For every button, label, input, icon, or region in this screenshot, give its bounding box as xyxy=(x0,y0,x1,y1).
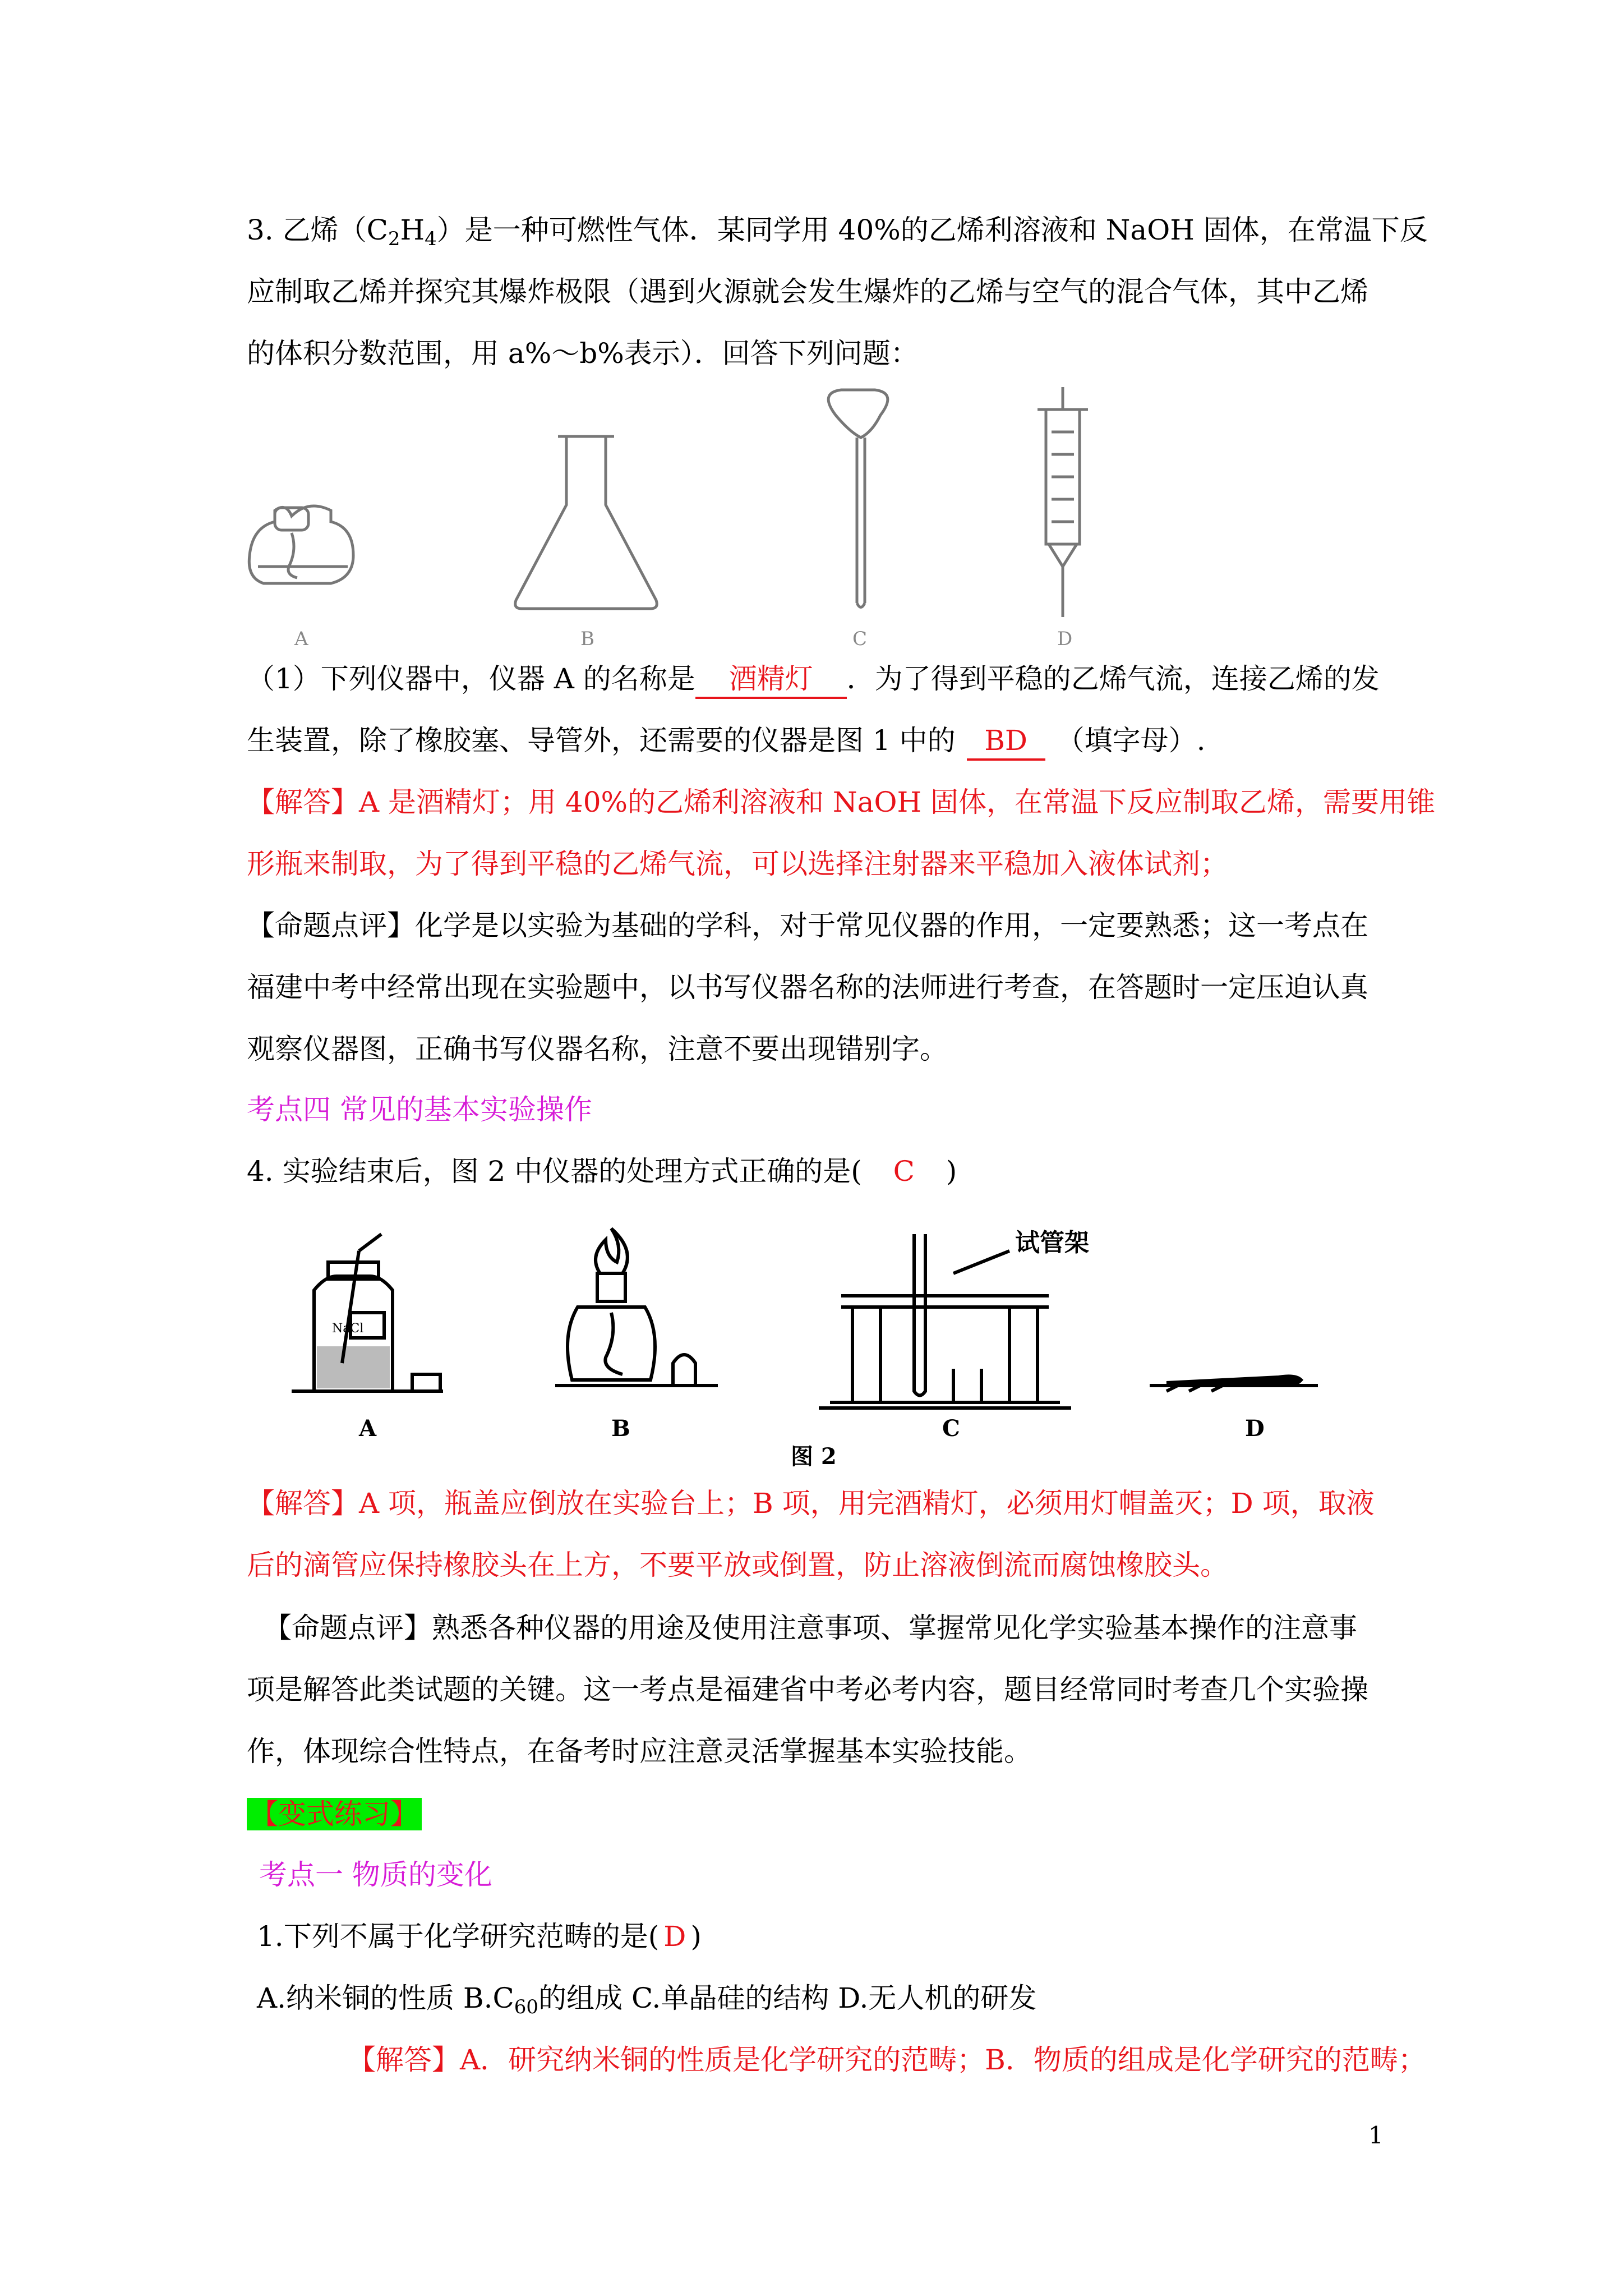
dropper-icon xyxy=(1150,1376,1318,1391)
conical-flask-icon xyxy=(515,436,657,609)
test-tube-rack-icon xyxy=(819,1234,1071,1408)
figure-1-label-c: C xyxy=(852,628,868,650)
q4-ping-line3: 作，体现综合性特点，在备考时应注意灵活掌握基本实验技能。 xyxy=(247,1735,1032,1768)
kaodian-4-heading: 考点四 常见的基本实验操作 xyxy=(247,1093,592,1126)
figure-1-apparatus xyxy=(236,387,1357,651)
q4-stem: 4. 实验结束后，图 2 中仪器的处理方式正确的是( C ) xyxy=(247,1153,957,1189)
q3-jieda-line2: 形瓶来制取，为了得到平稳的乙烯气流，可以选择注射器来平稳加入液体试剂； xyxy=(247,848,1228,880)
alcohol-lamp-icon xyxy=(249,506,353,583)
p1-stem: 1.下列不属于化学研究范畴的是( D ) xyxy=(257,1920,702,1953)
figure-2-label-c: C xyxy=(942,1415,960,1442)
q4-ping-line2: 项是解答此类试题的关键。这一考点是福建省中考必考内容，题目经常同时考查几个实验操 xyxy=(247,1673,1368,1706)
answer-blank-1: 酒精灯 xyxy=(695,661,847,699)
syringe-icon xyxy=(1038,387,1088,617)
figure-2-label-a: A xyxy=(359,1415,377,1442)
rack-label: 试管架 xyxy=(1015,1228,1089,1257)
p1-answer: D xyxy=(663,1920,686,1953)
q3-ping-line2: 福建中考中经常出现在实验题中，以书写仪器名称的法师进行考查，在答题时一定压迫认真 xyxy=(247,971,1368,1004)
figure-1-label-d: D xyxy=(1057,628,1073,650)
q4-answer: C xyxy=(893,1155,915,1188)
figure-1-label-a: A xyxy=(294,628,308,650)
thistle-funnel-icon xyxy=(828,390,888,608)
page-number: 1 xyxy=(1368,2122,1384,2149)
figure-2-label-d: D xyxy=(1245,1415,1265,1442)
figure-2-label-b: B xyxy=(611,1415,630,1442)
kaodian-1-heading: 考点一 物质的变化 xyxy=(259,1858,492,1891)
q3-jieda-line1: 【解答】A 是酒精灯；用 40%的乙烯利溶液和 NaOH 固体，在常温下反应制取乙烯，需要用锥 xyxy=(247,786,1435,818)
q4-jieda-line2: 后的滴管应保持橡胶头在上方，不要平放或倒置，防止溶液倒流而腐蚀橡胶头。 xyxy=(247,1549,1228,1581)
q4-ping-line1: 【命题点评】熟悉各种仪器的用途及使用注意事项、掌握常见化学实验基本操作的注意事 xyxy=(264,1612,1357,1644)
p1-jieda: 【解答】A．研究纳米铜的性质是化学研究的范畴；B．物质的组成是化学研究的范畴； xyxy=(348,2044,1426,2076)
figure-2-caption: 图 2 xyxy=(791,1443,837,1470)
q3-stem-line1: 3. 乙烯$(C_2H_4)$是一种可燃性气体．某同学用 40%的乙烯利溶液和 NaOH 固体，在常温下反 xyxy=(247,214,1428,250)
q3-ping-line1: 【命题点评】化学是以实验为基础的学科，对于常见仪器的作用，一定要熟悉；这一考点在 xyxy=(247,909,1368,942)
lit-alcohol-lamp-icon xyxy=(555,1228,718,1386)
bottle-label: NaCl xyxy=(332,1322,364,1336)
figure-2-apparatus xyxy=(292,1223,1357,1470)
q4-jieda-line1: 【解答】A 项，瓶盖应倒放在实验台上；B 项，用完酒精灯，必须用灯帽盖灭；D 项，取液 xyxy=(247,1487,1375,1520)
reagent-bottle-icon xyxy=(292,1234,443,1391)
bianshi-heading: 【变式练习】 xyxy=(247,1796,422,1832)
q3-ping-line3: 观察仪器图，正确书写仪器名称，注意不要出现错别字。 xyxy=(247,1033,948,1065)
q3-sub1-line2: 生装置，除了橡胶塞、导管外，还需要的仪器是图 1 中的 BD （填字母）. xyxy=(247,723,1206,761)
q3-stem-line3: 的体积分数范围，用 a%～b%表示）．回答下列问题： xyxy=(247,337,919,370)
answer-blank-2: BD xyxy=(967,723,1045,761)
p1-options: A.纳米铜的性质 $B.C_{60}$的组成 C.单晶硅的结构 D.无人机的研发 xyxy=(257,1982,1037,2018)
figure-1-label-b: B xyxy=(580,628,594,650)
q3-stem-line2: 应制取乙烯并探究其爆炸极限（遇到火源就会发生爆炸的乙烯与空气的混合气体，其中乙烯 xyxy=(247,275,1368,308)
q3-sub1-line1: （1）下列仪器中，仪器 A 的名称是 酒精灯 ．为了得到平稳的乙烯气流，连接乙烯的发 xyxy=(247,661,1380,699)
